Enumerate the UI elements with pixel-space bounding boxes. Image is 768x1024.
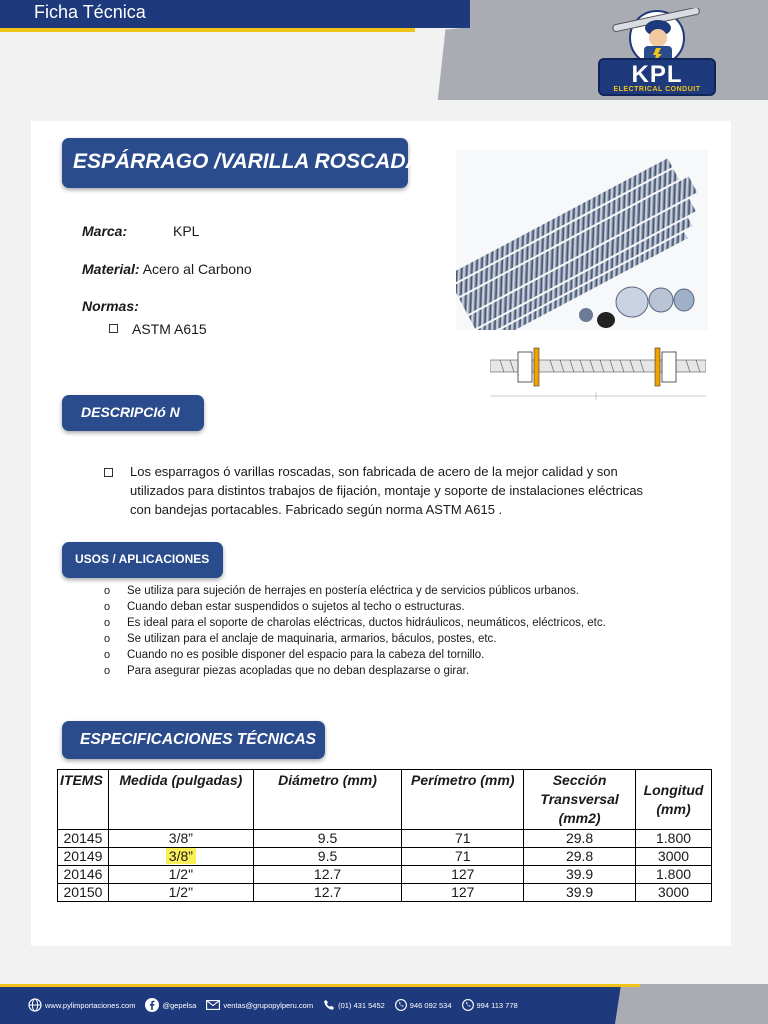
product-title: ESPÁRRAGO /VARILLA ROSCADA xyxy=(62,138,408,188)
table-row xyxy=(58,848,712,866)
globe-icon xyxy=(28,998,42,1012)
footer-mobile-1[interactable] xyxy=(395,999,452,1011)
cell-perimetro: 127 xyxy=(402,866,524,884)
list-item: o Para asegurar piezas acopladas que no deban desplazarse o girar. xyxy=(104,663,704,679)
cell-seccion: 29.8 xyxy=(524,830,636,848)
cell-perimetro: 71 xyxy=(402,848,524,866)
list-item: o Se utiliza para sujeción de herrajes en postería eléctrica y de servicios públicos urbanos. xyxy=(104,583,704,599)
footer-mobile-2[interactable] xyxy=(462,999,518,1011)
rod-assembly-diagram xyxy=(490,346,706,400)
col-header-longitud: Longitud (mm) xyxy=(636,770,712,830)
cell-medida xyxy=(108,848,253,866)
logo-badge xyxy=(598,58,716,96)
cell-medida: 3/8” xyxy=(108,830,253,848)
cell-items: 20149 xyxy=(58,848,109,866)
material-row xyxy=(82,261,252,277)
highlighted-value: 3/8” xyxy=(166,848,196,864)
cell-longitud: 1.800 xyxy=(636,866,712,884)
checkbox-bullet-icon xyxy=(109,324,118,333)
footer-facebook-text: @gepelsa xyxy=(162,1000,197,1010)
footer-phone-text: (01) 431 5452 xyxy=(338,1000,385,1010)
normas-item-label: ASTM A615 xyxy=(132,321,207,337)
envelope-icon xyxy=(206,1000,220,1010)
checkbox-bullet-icon xyxy=(104,468,113,477)
normas-item xyxy=(109,321,207,337)
header-gold-stripe xyxy=(0,28,415,32)
cell-longitud: 3000 xyxy=(636,848,712,866)
cell-items: 20145 xyxy=(58,830,109,848)
descripcion-heading: DESCRIPCIó N xyxy=(62,395,204,431)
footer-mobile-1-text: 946 092 534 xyxy=(409,1000,452,1010)
cell-longitud: 1.800 xyxy=(636,830,712,848)
col-header-perimetro: Perímetro (mm) xyxy=(402,770,524,830)
cell-perimetro: 71 xyxy=(402,830,524,848)
table-header-row xyxy=(58,770,712,830)
material-label: Material: xyxy=(82,261,140,277)
list-item: o Cuando deban estar suspendidos o sujetos al techo o estructuras. xyxy=(104,599,704,615)
material-value: Acero al Carbono xyxy=(139,261,252,277)
cell-diametro: 12.7 xyxy=(253,884,402,902)
footer-web-text: www.pylimportaciones.com xyxy=(45,1000,136,1010)
col-header-items: ITEMS xyxy=(58,770,109,830)
marca-label: Marca: xyxy=(82,223,128,239)
list-item: o Cuando no es posible disponer del espacio para la cabeza del tornillo. xyxy=(104,647,704,663)
whatsapp-icon xyxy=(395,999,407,1011)
cell-diametro: 9.5 xyxy=(253,830,402,848)
cell-medida: 1/2" xyxy=(108,884,253,902)
footer-phone[interactable] xyxy=(323,999,385,1011)
kpl-logo xyxy=(598,8,716,98)
usos-list xyxy=(104,583,704,679)
logo-brand: KPL xyxy=(631,61,683,88)
cell-items: 20146 xyxy=(58,866,109,884)
descripcion-text: Los esparragos ó varillas roscadas, son fabricada de acero de la mejor calidad y son utilizados para distintos trabajos de fijación, montaje y soporte de instalaciones eléctricas con bandejas portacables. Fabricado según norma ASTM A615 . xyxy=(130,464,644,517)
col-header-medida: Medida (pulgadas) xyxy=(108,770,253,830)
cell-perimetro: 127 xyxy=(402,884,524,902)
cell-seccion: 39.9 xyxy=(524,884,636,902)
descripcion-paragraph xyxy=(104,462,664,519)
list-item: o Se utilizan para el anclaje de maquinaria, armarios, báculos, postes, etc. xyxy=(104,631,704,647)
footer-gray-corner xyxy=(615,984,768,1024)
header-title: Ficha Técnica xyxy=(34,2,146,22)
table-row xyxy=(58,830,712,848)
marca-value: KPL xyxy=(173,223,200,239)
list-item: o Es ideal para el soporte de charolas eléctricas, ductos hidráulicos, neumáticos, eléctricos, etc. xyxy=(104,615,704,631)
cell-longitud: 3000 xyxy=(636,884,712,902)
whatsapp-icon xyxy=(462,999,474,1011)
table-row xyxy=(58,866,712,884)
footer-email[interactable] xyxy=(206,1000,313,1010)
table-row xyxy=(58,884,712,902)
col-header-seccion: Sección Transversal (mm2) xyxy=(524,770,636,830)
phone-icon xyxy=(323,999,335,1011)
cell-seccion: 39.9 xyxy=(524,866,636,884)
cell-medida: 1/2" xyxy=(108,866,253,884)
cell-diametro: 9.5 xyxy=(253,848,402,866)
footer-mobile-2-text: 994 113 778 xyxy=(476,1000,518,1010)
facebook-icon xyxy=(145,998,159,1012)
cell-items: 20150 xyxy=(58,884,109,902)
normas-label: Normas: xyxy=(82,298,139,314)
electrician-mascot-icon xyxy=(598,8,716,64)
footer-gold-stripe xyxy=(0,984,640,987)
footer-facebook[interactable] xyxy=(145,998,196,1012)
footer-email-text: ventas@grupopylperu.com xyxy=(223,1000,314,1010)
threaded-rods-photo xyxy=(456,150,708,330)
col-header-diametro: Diámetro (mm) xyxy=(253,770,402,830)
specs-heading: ESPECIFICACIONES TÉCNICAS xyxy=(62,721,325,759)
usos-heading: USOS / APLICACIONES xyxy=(62,542,223,578)
logo-subtitle: ELECTRICAL CONDUIT xyxy=(613,86,701,93)
cell-seccion: 29.8 xyxy=(524,848,636,866)
footer-web[interactable] xyxy=(28,998,135,1012)
specs-table xyxy=(57,769,712,902)
cell-diametro: 12.7 xyxy=(253,866,402,884)
footer-contacts xyxy=(28,996,618,1014)
